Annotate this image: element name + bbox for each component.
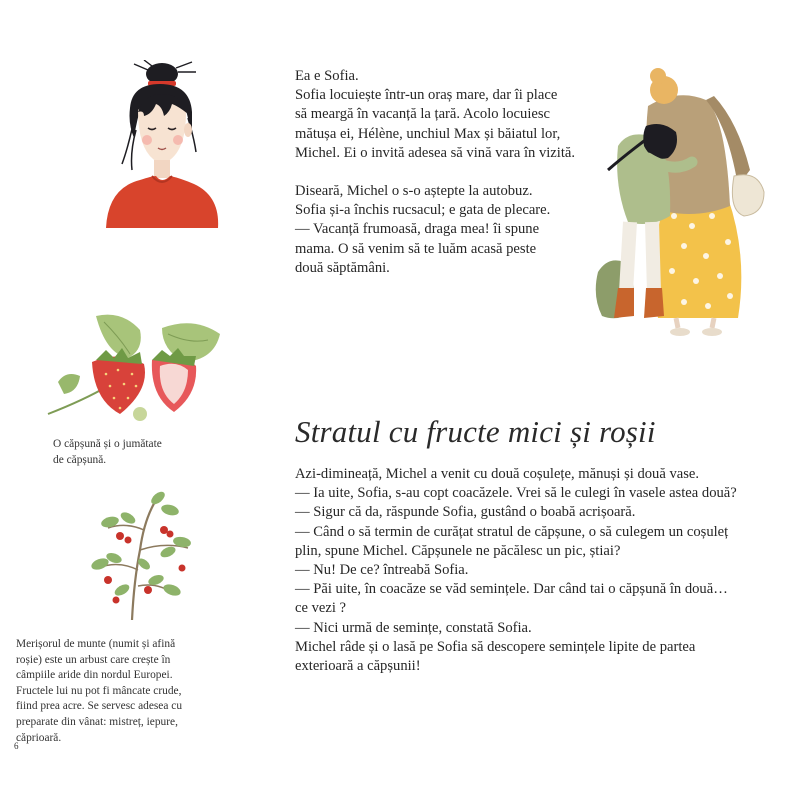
caption-line: căprioară.: [16, 731, 62, 744]
page-number: 6: [14, 741, 19, 751]
caption-line: Merișorul de munte (numit și afină: [16, 638, 176, 650]
departure-line: mama. O să venim să te luăm acasă peste: [295, 240, 537, 257]
body-line: — Păi uite, în coacăze se văd semințele. Dar când tai o căpșună în două…: [295, 581, 728, 598]
caption-line: câmpiile aride din nordul Europei.: [16, 669, 173, 682]
section-title: Stratul cu fructe mici și roșii: [295, 414, 656, 449]
caption-line: de căpșună.: [53, 453, 107, 466]
body-line: — Nici urmă de semințe, constată Sofia.: [295, 619, 532, 636]
body-line: plin, spune Michel. Căpșunele ne păcălesc un pic, știai?: [295, 542, 621, 559]
strawberry-caption: [53, 437, 233, 468]
body-line: Azi-dimineață, Michel a venit cu două coșulețe, mănuși și două vase.: [295, 466, 700, 482]
body-line: — Ia uite, Sofia, s-au copt coacăzele. Vrei să le culegi în vasele astea două?: [295, 485, 737, 502]
caption-line: Fructele lui nu pot fi mâncate crude,: [16, 684, 182, 697]
intro-line: Ea e Sofia.: [295, 68, 359, 84]
caption-line: O căpșună și o jumătate: [53, 438, 162, 450]
intro-line: să meargă în vacanță la țară. Acolo locuiesc: [295, 106, 551, 123]
intro-line: mătușa ei, Hélène, unchiul Max și băiatul lor,: [295, 125, 561, 142]
story-intro: [295, 67, 605, 163]
body-line: — Sigur că da, răspunde Sofia, gustând o boabă acrișoară.: [295, 504, 636, 521]
departure-line: — Vacanță frumoasă, draga mea! îi spune: [295, 221, 540, 238]
lingonberry-caption: [16, 637, 231, 746]
caption-line: preparate din vânat: mistreț, iepure,: [16, 715, 178, 728]
lingonberry-illustration: [78, 490, 208, 625]
sofia-portrait-illustration: [100, 60, 220, 230]
departure-line: Sofia și-a închis rucsacul; e gata de plecare.: [295, 202, 551, 219]
intro-line: Michel. Ei o invită adesea să vină vara în vizită.: [295, 144, 576, 161]
body-line: — Nu! De ce? întreabă Sofia.: [295, 562, 469, 579]
departure-line: Diseară, Michel o s-o aștepte la autobuz.: [295, 183, 533, 199]
body-line: Michel râde și o lasă pe Sofia să descopere semințele lipite de partea: [295, 638, 696, 655]
caption-line: roșie) este un arbust care crește în: [16, 653, 171, 666]
body-line: ce vezi ?: [295, 600, 347, 617]
section-body: [295, 465, 765, 676]
body-line: exterioară a căpșunii!: [295, 658, 421, 675]
departure-line: două săptămâni.: [295, 259, 390, 276]
strawberry-illustration: [44, 310, 224, 425]
story-departure: [295, 182, 605, 278]
caption-line: fiind prea acre. Se servesc adesea cu: [16, 700, 183, 713]
intro-line: Sofia locuiește într-un oraș mare, dar îi place: [295, 87, 558, 104]
body-line: — Când o să termin de curățat stratul de căpșune, o să culegem un coșuleț: [295, 523, 729, 540]
hug-goodbye-illustration: [588, 66, 778, 338]
